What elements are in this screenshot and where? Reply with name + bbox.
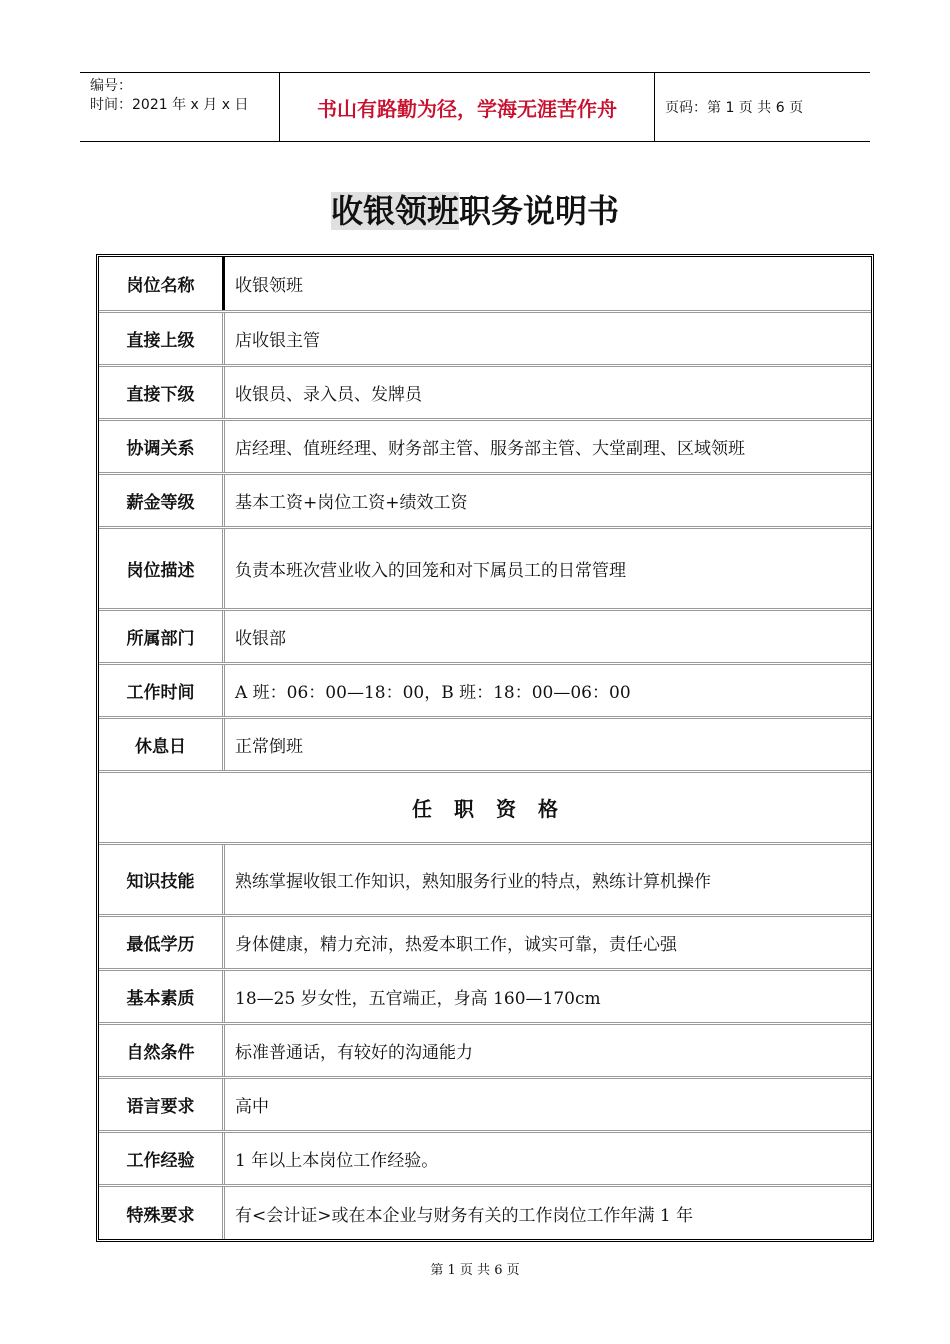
row-value: 店经理、值班经理、财务部主管、服务部主管、大堂副理、区域领班 (235, 439, 745, 459)
section-title: 任职资格 (412, 797, 580, 821)
section-row (99, 773, 871, 845)
row-label: 语言要求 (99, 1079, 225, 1130)
row-label: 协调关系 (99, 421, 225, 472)
row-label: 直接上级 (99, 313, 225, 364)
row-value: 身体健康，精力充沛，热爱本职工作，诚实可靠，责任心强 (235, 935, 677, 955)
time-text: 时间：2021 年 x 月 x 日 (90, 97, 249, 113)
table-row (99, 1133, 871, 1187)
table-row (99, 1025, 871, 1079)
row-label: 知识技能 (99, 845, 225, 914)
row-value: 熟练掌握收银工作知识，熟知服务行业的特点，熟练计算机操作 (235, 872, 711, 892)
row-value: 18—25 岁女性，五官端正，身高 160—170cm (235, 989, 601, 1009)
row-value: 标准普通话，有较好的沟通能力 (235, 1043, 473, 1063)
row-value: 高中 (235, 1097, 269, 1117)
table-row (99, 1079, 871, 1133)
row-label: 基本素质 (99, 971, 225, 1022)
row-value: 正常倒班 (235, 737, 303, 757)
document-header (80, 72, 870, 142)
row-value: 有<会计证>或在本企业与财务有关的工作岗位工作年满 1 年 (235, 1205, 694, 1226)
row-value: 收银领班 (235, 276, 303, 296)
table-row (99, 971, 871, 1025)
table-row (99, 367, 871, 421)
row-label: 最低学历 (99, 917, 225, 968)
row-label: 工作时间 (99, 665, 225, 716)
table-row (99, 529, 871, 611)
table-row (99, 421, 871, 475)
row-value: 1 年以上本岗位工作经验。 (235, 1151, 439, 1171)
row-label: 岗位描述 (99, 529, 225, 608)
row-label: 休息日 (99, 719, 225, 770)
row-label: 岗位名称 (99, 257, 225, 310)
row-label: 工作经验 (99, 1133, 225, 1184)
row-value: A 班：06：00—18：00，B 班：18：00—06：00 (235, 683, 631, 703)
row-value: 店收银主管 (235, 331, 320, 351)
table-row (99, 475, 871, 529)
row-label: 直接下级 (99, 367, 225, 418)
table-row (99, 917, 871, 971)
row-label: 薪金等级 (99, 475, 225, 526)
page-footer: 第 1 页 共 6 页 (430, 1263, 520, 1278)
header-motto: 书山有路勤为径，学海无涯苦作舟 (280, 73, 655, 141)
table-row (99, 257, 871, 313)
row-value: 收银部 (235, 629, 286, 649)
page-title (0, 186, 950, 232)
title-highlighted: 收银领班 (330, 192, 459, 230)
header-meta (80, 73, 280, 141)
row-value: 负责本班次营业收入的回笼和对下属员工的日常管理 (235, 561, 626, 581)
row-label: 特殊要求 (99, 1187, 225, 1239)
table-row (99, 719, 871, 773)
header-page-info: 页码：第 1 页 共 6 页 (665, 100, 804, 116)
table-row (99, 611, 871, 665)
table-row (99, 313, 871, 367)
row-value: 收银员、录入员、发牌员 (235, 385, 422, 405)
job-description-table (96, 254, 874, 1242)
table-row (99, 845, 871, 917)
row-label: 自然条件 (99, 1025, 225, 1076)
serial-label: 编号： (90, 78, 132, 94)
table-row (99, 1187, 871, 1239)
title-rest: 职务说明书 (459, 192, 620, 230)
row-label: 所属部门 (99, 611, 225, 662)
table-row (99, 665, 871, 719)
row-value: 基本工资+岗位工资+绩效工资 (235, 493, 468, 513)
